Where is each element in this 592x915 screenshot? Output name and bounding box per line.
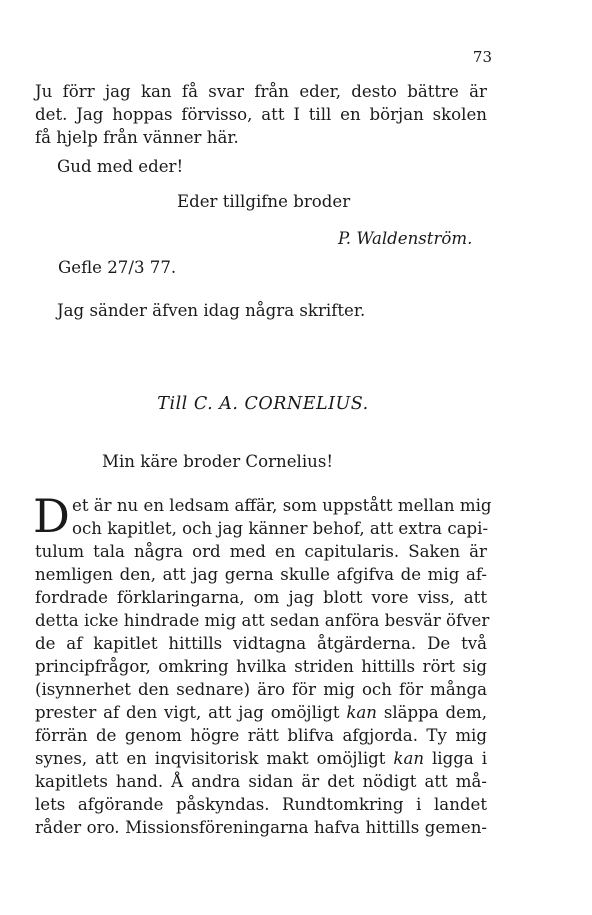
postscript: Jag sänder äfven idag några skrifter. <box>57 301 366 320</box>
paragraph-line: prester af den vigt, att jag omöjligt kan släppa dem, <box>35 703 487 722</box>
letter-heading: Till C. A. CORNELIUS. <box>157 394 369 414</box>
paragraph-line: principfrågor, omkring hvilka striden hittills rört sig <box>35 657 487 676</box>
closing: Eder tillgifne broder <box>177 192 351 211</box>
paragraph-line: tulum tala några ord med en capitularis. Saken är <box>35 542 487 561</box>
paragraph-line: detta icke hindrade mig att sedan anföra besvär öfver <box>35 611 490 630</box>
paragraph-line: de af kapitlet hittills vidtagna åtgärderna. De två <box>35 634 487 653</box>
paragraph-line: Ju förr jag kan få svar från eder, desto bättre är <box>35 82 487 101</box>
paragraph-line: fordrade förklaringarna, om jag blott vore viss, att <box>35 588 487 607</box>
paragraph-line: få hjelp från vänner här. <box>35 128 239 147</box>
paragraph-line: förrän de genom högre rätt blifva afgjorda. Ty mig <box>35 726 487 745</box>
paragraph-line: nemligen den, att jag gerna skulle afgifva de mig af- <box>35 565 487 584</box>
salutation: Min käre broder Cornelius! <box>102 452 334 471</box>
signature: P. Waldenström. <box>338 229 473 248</box>
page-number: 73 <box>472 48 492 66</box>
paragraph-line: synes, att en inqvisitorisk makt omöjligt kan ligga i <box>35 749 488 768</box>
drop-cap: D <box>33 489 70 543</box>
paragraph-line: et är nu en ledsam affär, som uppstått mellan mig <box>72 496 492 515</box>
paragraph-line: och kapitlet, och jag känner behof, att extra capi- <box>72 519 489 538</box>
paragraph-line: råder oro. Missionsföreningarna hafva hittills gemen- <box>35 818 487 837</box>
paragraph-line: det. Jag hoppas förvisso, att I till en början skolen <box>35 105 487 124</box>
date-place: Gefle 27/3 77. <box>58 258 177 277</box>
paragraph-line: (isynnerhet den sednare) äro för mig och för många <box>35 680 487 699</box>
greeting: Gud med eder! <box>57 157 184 176</box>
paragraph-line: lets afgörande påskyndas. Rundtomkring i landet <box>35 795 487 814</box>
paragraph-line: kapitlets hand. Å andra sidan är det nödigt att må- <box>35 772 487 791</box>
